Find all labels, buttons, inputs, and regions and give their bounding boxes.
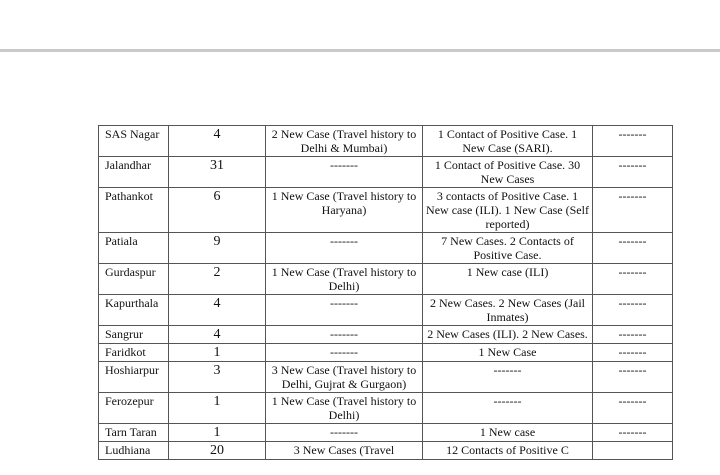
contacts-cell: 1 Contact of Positive Case. 1 New Case (SARI). [423,126,593,157]
travel-history-cell: 1 New Case (Travel history to Delhi) [266,393,423,424]
case-count-cell: 1 [169,424,266,442]
table-row [99,344,673,362]
table-row [99,264,673,295]
remarks-cell: ------- [593,295,673,326]
contacts-cell: 12 Contacts of Positive C [423,442,593,460]
table-row [99,126,673,157]
travel-history-cell: ------- [266,295,423,326]
contacts-cell: ------- [423,362,593,393]
table-row [99,188,673,233]
travel-history-cell: 2 New Case (Travel history to Delhi & Mumbai) [266,126,423,157]
case-count-cell: 4 [169,295,266,326]
district-cell: Faridkot [99,344,169,362]
travel-history-cell: ------- [266,344,423,362]
travel-history-cell: ------- [266,233,423,264]
contacts-cell: 3 contacts of Positive Case. 1 New case (ILI). 1 New Case (Self reported) [423,188,593,233]
case-count-cell: 1 [169,393,266,424]
table-row [99,233,673,264]
district-cases-table-container [98,125,673,460]
contacts-cell: ------- [423,393,593,424]
contacts-cell: 7 New Cases. 2 Contacts of Positive Case. [423,233,593,264]
table-body [99,126,673,460]
case-count-cell: 9 [169,233,266,264]
contacts-cell: 1 New case (ILI) [423,264,593,295]
travel-history-cell: ------- [266,157,423,188]
remarks-cell [593,442,673,460]
table-row [99,295,673,326]
contacts-cell: 2 New Cases. 2 New Cases (Jail Inmates) [423,295,593,326]
district-cell: Ferozepur [99,393,169,424]
table-row [99,393,673,424]
contacts-cell: 1 Contact of Positive Case. 30 New Cases [423,157,593,188]
table-row [99,362,673,393]
district-cases-table [98,125,673,460]
top-divider [0,49,720,52]
travel-history-cell: 3 New Cases (Travel [266,442,423,460]
remarks-cell: ------- [593,188,673,233]
district-cell: Pathankot [99,188,169,233]
case-count-cell: 4 [169,326,266,344]
district-cell: Patiala [99,233,169,264]
district-cell: Ludhiana [99,442,169,460]
remarks-cell: ------- [593,424,673,442]
travel-history-cell: ------- [266,424,423,442]
remarks-cell: ------- [593,393,673,424]
remarks-cell: ------- [593,264,673,295]
district-cell: SAS Nagar [99,126,169,157]
table-row [99,442,673,460]
remarks-cell: ------- [593,233,673,264]
case-count-cell: 20 [169,442,266,460]
remarks-cell: ------- [593,126,673,157]
remarks-cell: ------- [593,326,673,344]
remarks-cell: ------- [593,157,673,188]
district-cell: Hoshiarpur [99,362,169,393]
remarks-cell: ------- [593,362,673,393]
case-count-cell: 1 [169,344,266,362]
travel-history-cell: 3 New Case (Travel history to Delhi, Gujrat & Gurgaon) [266,362,423,393]
travel-history-cell: ------- [266,326,423,344]
case-count-cell: 31 [169,157,266,188]
table-row [99,326,673,344]
case-count-cell: 4 [169,126,266,157]
case-count-cell: 2 [169,264,266,295]
travel-history-cell: 1 New Case (Travel history to Delhi) [266,264,423,295]
table-row [99,157,673,188]
table-row [99,424,673,442]
remarks-cell: ------- [593,344,673,362]
district-cell: Tarn Taran [99,424,169,442]
district-cell: Jalandhar [99,157,169,188]
contacts-cell: 1 New case [423,424,593,442]
contacts-cell: 1 New Case [423,344,593,362]
travel-history-cell: 1 New Case (Travel history to Haryana) [266,188,423,233]
district-cell: Kapurthala [99,295,169,326]
case-count-cell: 3 [169,362,266,393]
case-count-cell: 6 [169,188,266,233]
contacts-cell: 2 New Cases (ILI). 2 New Cases. [423,326,593,344]
district-cell: Gurdaspur [99,264,169,295]
district-cell: Sangrur [99,326,169,344]
